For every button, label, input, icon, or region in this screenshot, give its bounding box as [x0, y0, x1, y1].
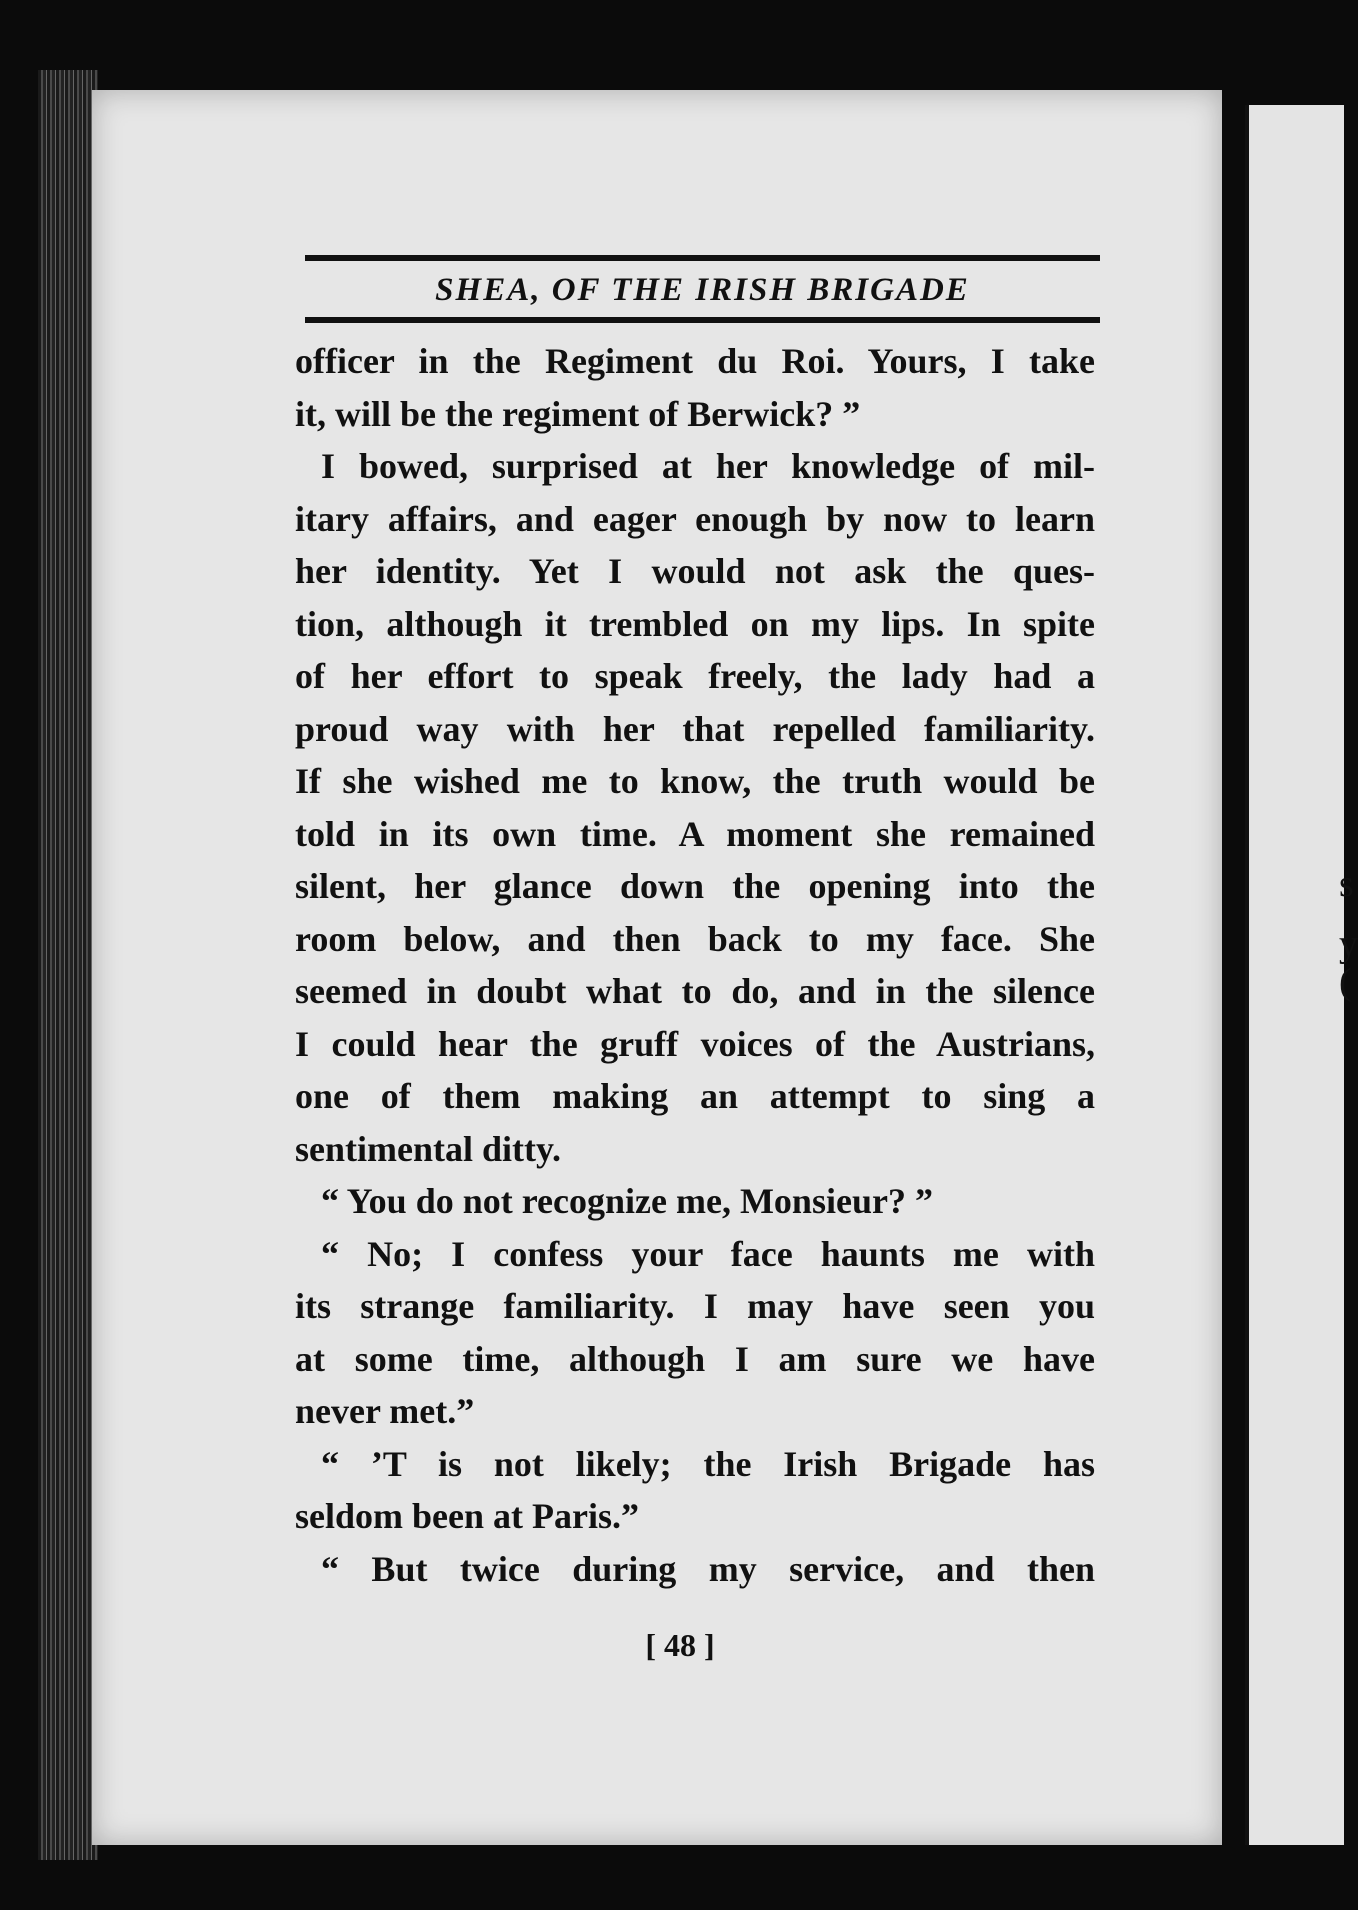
text-line: officer in the Regiment du Roi. Yours, I take: [295, 341, 1095, 381]
facing-page-fragment: y: [1339, 923, 1358, 965]
text-line: seldom been at Paris.”: [295, 1496, 639, 1536]
text-line: room below, and then back to my face. She: [295, 918, 1095, 959]
facing-page-fragment: (: [1339, 961, 1352, 1003]
text-line: “ But twice during my service, and then: [321, 1548, 1095, 1589]
running-head: SHEA, OF THE IRISH BRIGADE: [435, 272, 970, 308]
book-spine: [38, 70, 98, 1860]
text-line: tion, although it trembled on my lips. In spite: [295, 603, 1095, 644]
text-line: told in its own time. A moment she remained: [295, 813, 1095, 854]
text-line: her identity. Yet I would not ask the ques-: [295, 551, 1095, 591]
text-line: itary affairs, and eager enough by now to learn: [295, 498, 1095, 539]
text-line: “ ’T is not likely; the Irish Brigade has: [321, 1443, 1095, 1484]
text-line: silent, her glance down the opening into the: [295, 866, 1095, 906]
facing-page-fragment: s: [1339, 863, 1354, 905]
header-rule-bottom: [305, 317, 1100, 323]
text-line: If she wished me to know, the truth would be: [295, 761, 1095, 801]
text-line: proud way with her that repelled familiarity.: [295, 708, 1095, 749]
facing-page-edge: [1245, 105, 1358, 1845]
text-line: one of them making an attempt to sing a: [295, 1076, 1095, 1116]
text-line: it, will be the regiment of Berwick? ”: [295, 393, 861, 434]
text-line: sentimental ditty.: [295, 1128, 561, 1169]
text-line: its strange familiarity. I may have seen you: [295, 1286, 1095, 1326]
header-rule-top: [305, 255, 1100, 261]
page-number: [ 48 ]: [645, 1627, 715, 1663]
text-line: “ You do not recognize me, Monsieur? ”: [321, 1181, 933, 1221]
text-line: seemed in doubt what to do, and in the silence: [295, 971, 1095, 1011]
text-line: at some time, although I am sure we have: [295, 1338, 1095, 1379]
text-line: I could hear the gruff voices of the Austrians,: [295, 1023, 1095, 1064]
text-line: I bowed, surprised at her knowledge of mil-: [321, 446, 1095, 486]
text-line: of her effort to speak freely, the lady had a: [295, 656, 1095, 696]
body-text: [295, 335, 1095, 1595]
text-line: “ No; I confess your face haunts me with: [321, 1233, 1095, 1274]
text-line: never met.”: [295, 1391, 475, 1431]
